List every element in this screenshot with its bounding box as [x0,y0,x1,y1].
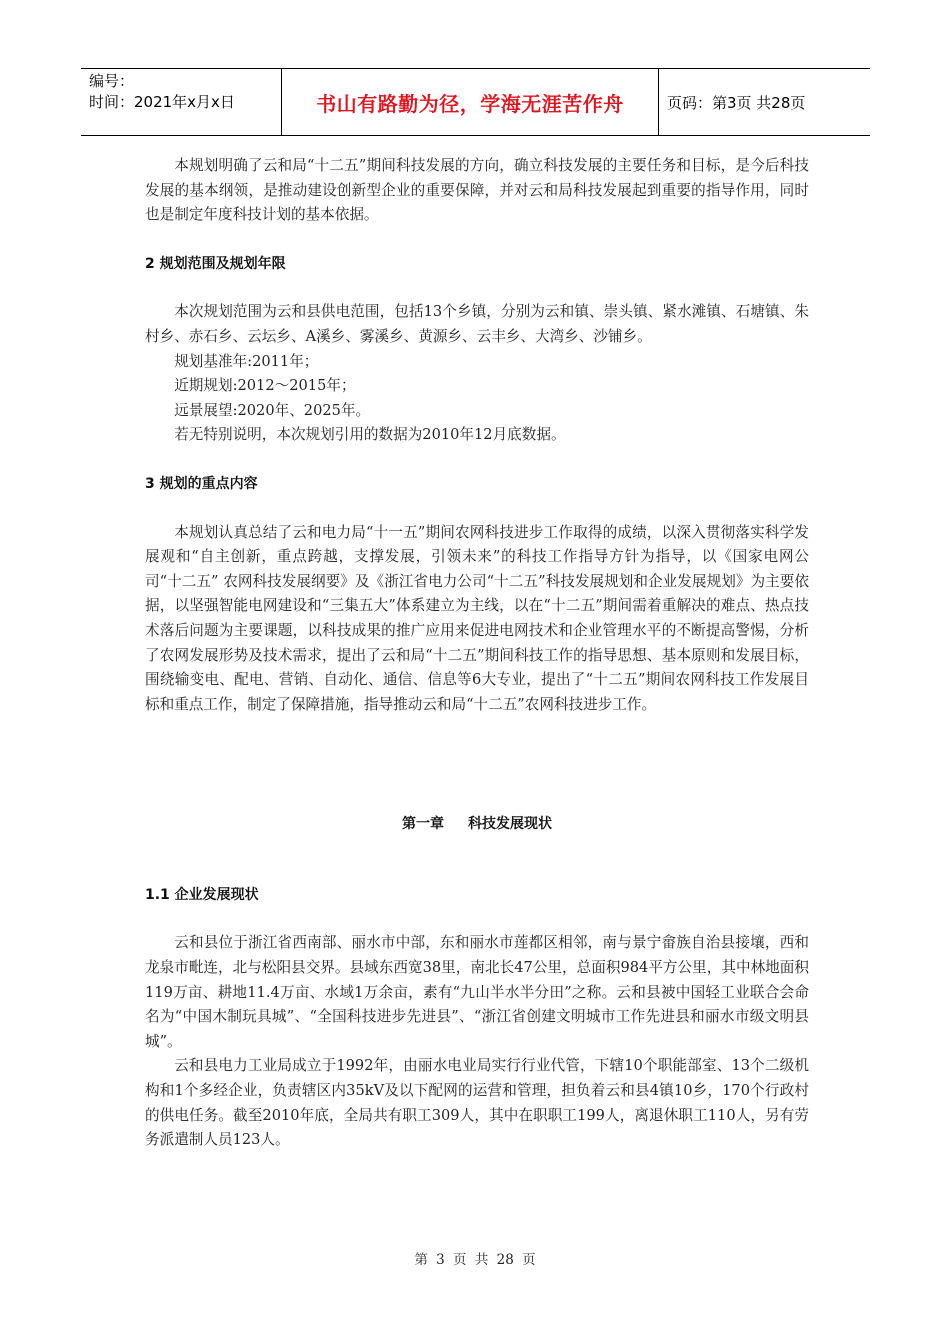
document-time-label: 时间：2021年x月x日 [89,93,235,111]
section-1-1-paragraph-2: 云和县电力工业局成立于1992年，由丽水电业局实行行业代管，下辖10个职能部室、13个二级机构和1个多经企业，负责辖区内35kV及以下配网的运营和管理，担负着云和县4镇10乡，170个行政村的供电任务。截至2010年底，全局共有职工309人，其中在职职工199人，离退休职工110人，另有劳务派遣制人员123人。 [145,1057,809,1149]
plan-near-term: 近期规划:2012～2015年； [174,377,356,395]
section-3-heading: 3 规划的重点内容 [145,475,258,492]
header-motto: 书山有路勤为径，学海无涯苦作舟 [282,69,659,135]
page-footer: 第 3 页 共 28 页 [414,1252,536,1268]
document-number-label: 编号： [89,72,135,90]
section-3-paragraph: 本规划认真总结了云和电力局“十一五”期间农网科技进步工作取得的成绩，以深入贯彻落实科学发展观和“自主创新，重点跨越，支撑发展，引领未来”的科技工作指导方针为指导，以《国家电网公司“十二五” 农网科技发展纲要》及《浙江省电力公司“十二五”科技发展规划和企业发展规划》为主要依据，以坚强智能电网建设和“三集五大”体系建立为主线，以在“十二五”期间需着重解决的难点、热点技术落后问题为主要课题，以科技成果的推广应用来促进电网技术和企业管理水平的不断提高警惕，分析了农网发展形势及技术需求，提出了云和局“十二五”期间科技工作的指导思想、基本原则和发展目标，围绕输变电、配电、营销、自动化、通信、信息等6大专业，提出了“十二五”期间农网科技工作发展目标和重点工作，制定了保障措施，指导推动云和局“十二五”农网科技进步工作。 [145,523,809,713]
chapter-number: 第一章 [402,816,444,833]
document-body [145,152,809,1153]
page-header [81,68,870,136]
section-2-heading: 2 规划范围及规划年限 [145,255,286,272]
plan-data-note: 若无特别说明，本次规划引用的数据为2010年12月底数据。 [174,426,566,444]
plan-base-year: 规划基准年:2011年； [174,352,319,370]
section-2-paragraph: 本次规划范围为云和县供电范围，包括13个乡镇，分别为云和镇、崇头镇、紧水滩镇、石塘镇、朱村乡、赤石乡、云坛乡、A溪乡、雾溪乡、黄源乡、云丰乡、大湾乡、沙铺乡。 [145,303,809,345]
plan-long-term: 远景展望:2020年、2025年。 [174,401,371,419]
chapter-title: 科技发展现状 [468,816,552,833]
header-page-info: 页码：第3页 共28页 [667,93,806,112]
section-1-1-paragraph-1: 云和县位于浙江省西南部、丽水市中部，东和丽水市莲都区相邻，南与景宁畲族自治县接壤，西和龙泉市毗连，北与松阳县交界。县域东西宽38里，南北长47公里，总面积984平方公里，其中林地面积119万亩、耕地11.4万亩、水域1万余亩，素有“九山半水半分田”之称。云和县被中国轻工业联合会命名为“中国木制玩具城”、“全国科技进步先进县”、“浙江省创建文明城市工作先进县和丽水市级文明县城”。 [145,934,809,1050]
header-meta [81,69,282,135]
intro-paragraph: 本规划明确了云和局“十二五”期间科技发展的方向，确立科技发展的主要任务和目标，是今后科技发展的基本纲领，是推动建设创新型企业的重要保障，并对云和局科技发展起到重要的指导作用，同时也是制定年度科技计划的基本依据。 [145,157,809,224]
chapter-1-heading [145,812,809,837]
section-1-1-heading: 1.1 企业发展现状 [145,886,259,903]
